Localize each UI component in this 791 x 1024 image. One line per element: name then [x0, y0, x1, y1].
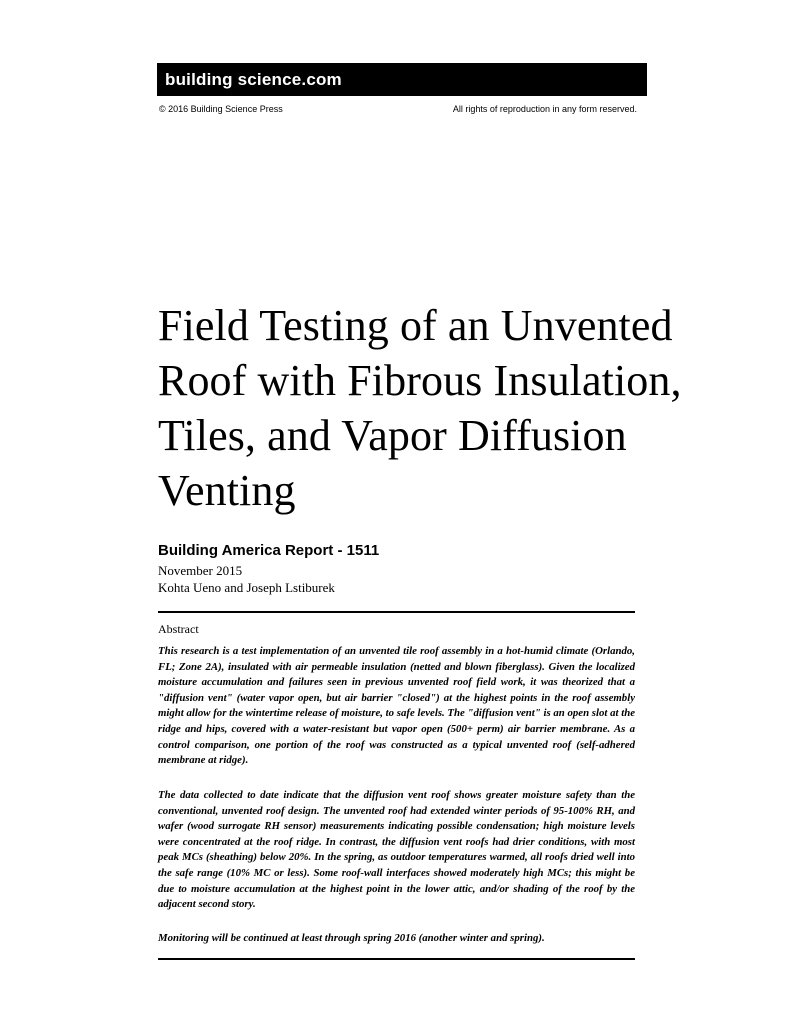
- document-title: Field Testing of an Unvented Roof with Fibrous Insulation, Tiles, and Vapor Diffusion Venting: [158, 301, 682, 515]
- report-date: November 2015: [158, 563, 243, 578]
- divider-bottom: [158, 958, 635, 960]
- rights-notice: All rights of reproduction in any form reserved.: [452, 104, 637, 114]
- copyright-row: [159, 104, 637, 114]
- abstract-paragraph: Monitoring will be continued at least through spring 2016 (another winter and spring).: [158, 932, 545, 944]
- copyright-notice: © 2016 Building Science Press: [159, 104, 283, 114]
- report-label: Building America Report - 1511: [158, 542, 380, 559]
- publisher-banner: building science.com: [157, 63, 647, 96]
- report-authors: Kohta Ueno and Joseph Lstiburek: [158, 580, 335, 595]
- abstract-paragraph: This research is a test implementation of an unvented tile roof assembly in a hot-humid climate (Orlando, FL; Zone 2A), insulated with air permeable insulation (netted and blown fiberglass). Given the localized moisture accumulation and failures seen in previous unvented roof field work, it was theorized that a "diffusion vent" (water vapor open, but air barrier "closed") at the highest points in the roof assembly might allow for the wintertime release of moisture, to safe levels. The "diffusion vent" is an open slot at the ridge and hips, covered with a water-resistant but vapor open (500+ perm) air barrier membrane. As a control comparison, one portion of the roof was constructed as a typical unvented roof (self-adhered membrane at ridge).: [158, 645, 635, 767]
- abstract-heading: Abstract: [158, 622, 199, 636]
- divider-top: [158, 611, 635, 613]
- abstract-paragraph: The data collected to date indicate that the diffusion vent roof shows greater moisture safety than the conventional, unvented roof design. The unvented roof had extended winter periods of 95-100% RH, and wafer (wood surrogate RH sensor) measurements indicating possible condensation; high moisture levels were concentrated at the roof ridge. In contrast, the diffusion vent roofs had drier conditions, with most peak MCs (sheathing) below 20%. In the spring, as outdoor temperatures warmed, all roofs dried well into the safe range (10% MC or less). Some roof-wall interfaces showed moderately high MCs; this might be due to moisture accumulation at the highest point in the lower attic, and/or shading of the roof by the adjacent second story.: [158, 789, 635, 911]
